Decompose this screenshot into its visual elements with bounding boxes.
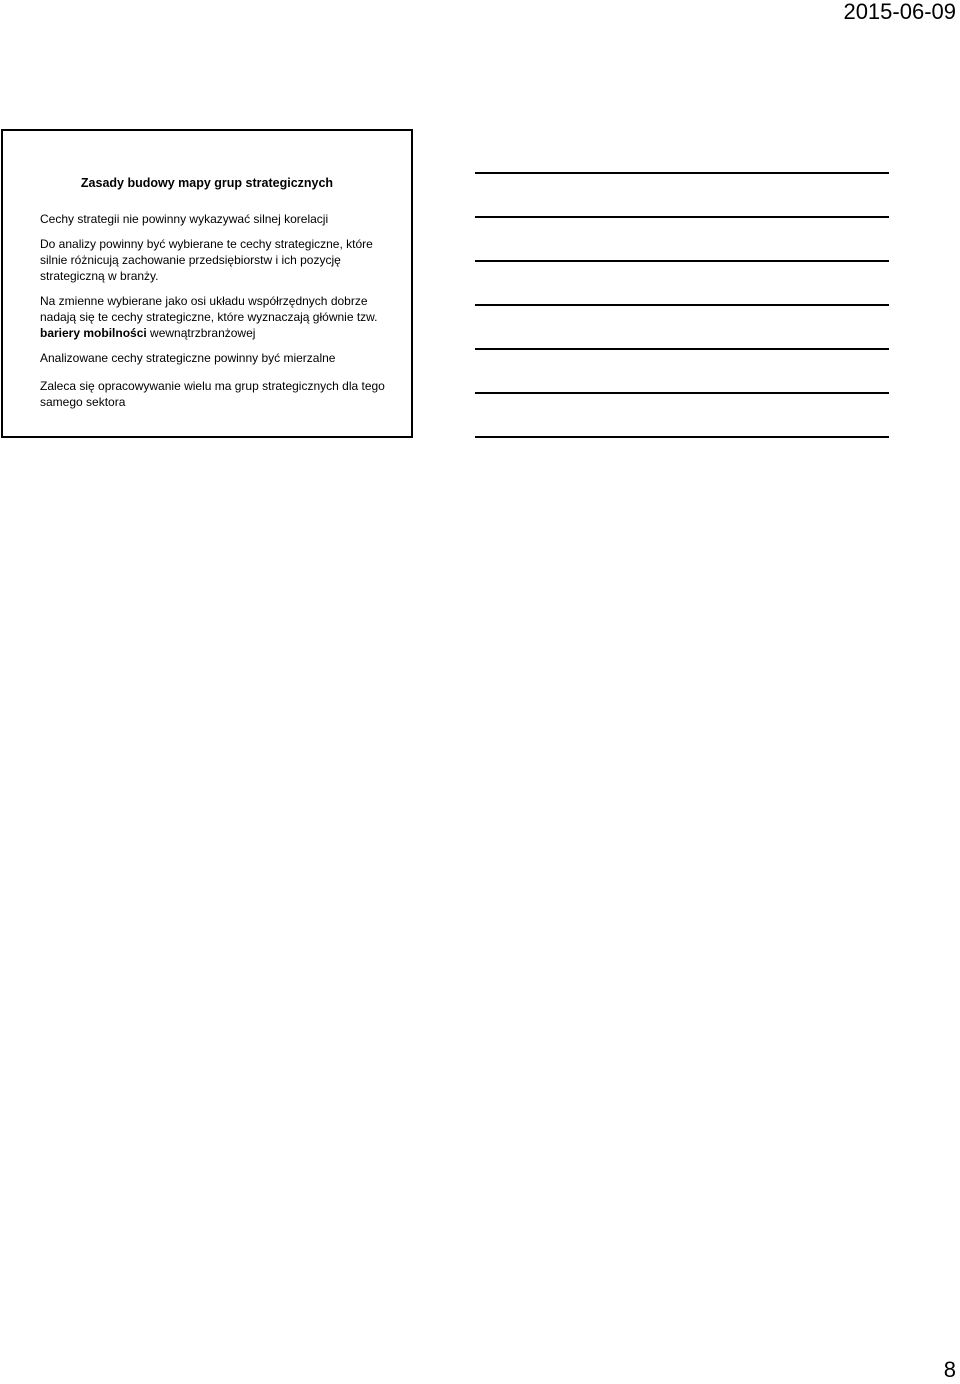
- note-line: [475, 216, 889, 218]
- slide-paragraph: Analizowane cechy strategiczne powinny być mierzalne: [40, 351, 336, 365]
- slide-paragraph: Cechy strategii nie powinny wykazywać silnej korelacji: [40, 212, 329, 226]
- slide-body: [40, 211, 390, 419]
- slide-paragraph: [40, 293, 390, 341]
- note-line: [475, 172, 889, 174]
- note-line: [475, 436, 889, 438]
- page-number: 8: [943, 1357, 956, 1382]
- paragraph-text: Na zmienne wybierane jako osi układu współrzędnych dobrze nadają się te cechy strategiczne, które wyznaczają głównie tzw.: [40, 294, 378, 324]
- slide-title: Zasady budowy mapy grup strategicznych: [80, 176, 334, 190]
- page-date: 2015-06-09: [843, 0, 956, 24]
- slide-frame: [1, 129, 413, 438]
- paragraph-text: wewnątrzbranżowej: [146, 326, 256, 340]
- bold-term: bariery mobilności: [40, 326, 147, 340]
- slide-paragraph: Zaleca się opracowywanie wielu ma grup strategicznych dla tego samego sektora: [40, 379, 385, 409]
- note-line: [475, 304, 889, 306]
- note-line: [475, 260, 889, 262]
- slide-paragraph: Do analizy powinny być wybierane te cechy strategiczne, które silnie różnicują zachowanie przedsiębiorstw i ich pozycję strategiczną w branży.: [40, 237, 373, 283]
- note-line: [475, 348, 889, 350]
- note-line: [475, 392, 889, 394]
